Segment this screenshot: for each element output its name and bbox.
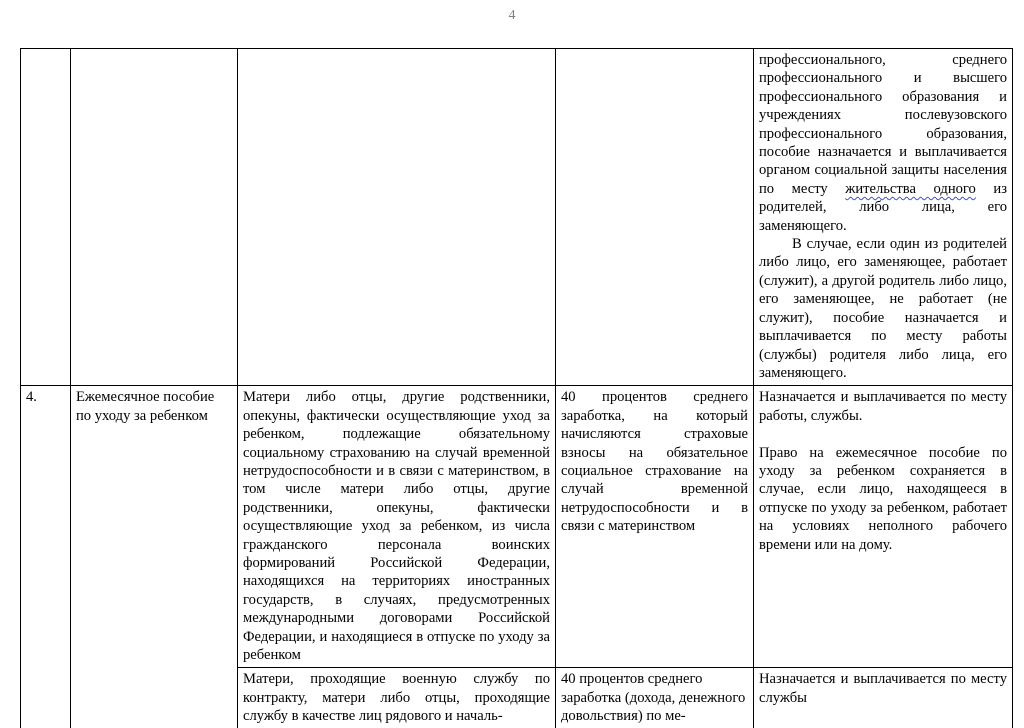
cell-recipients [238,668,556,728]
cell-assignment-continuation [754,49,1013,386]
cell-benefit-name [71,386,238,728]
cell-benefit-empty [71,49,238,386]
cell-assignment [754,386,1013,668]
assignment-text-before: профессионального, среднего профессионального и высшего профессионального образования и учреждениях послевузовского профессионального образования, пособие назначается и выплачивается органом социальной защиты населения по месту [759,52,1007,197]
assignment-paragraph [759,51,1007,235]
assignment-paragraph: Назначается и выплачивается по месту службы [759,671,1007,706]
assignment-paragraph: Назначается и выплачивается по месту работы, службы. [759,389,1007,424]
assignment-text-after: из родителей, либо лица, его заменяющего. [759,180,1007,234]
amount-text: 40 процентов среднего заработка (дохода, денежного довольствия) по ме- [561,671,746,725]
table-row-4 [21,386,1013,668]
page-number: 4 [508,8,516,23]
cell-recipients [238,386,556,668]
cell-amount [556,668,754,728]
cell-amount-empty [556,49,754,386]
recipients-text: Матери, проходящие военную службу по контракту, матери либо отцы, проходящие службу в качестве лиц рядового и началь- [243,671,550,725]
benefit-name-text: Ежемесячное пособие по уходу за ребенком [76,389,215,424]
cell-amount [556,386,754,668]
row-number-text: 4. [26,389,37,406]
assignment-paragraph: Право на ежемесячное пособие по уходу за ребенком сохраняется в случае, если лицо, находящееся в отпуске по уходу за ребенком, работает на условиях неполного рабочего времени или на дому. [759,444,1007,553]
table-row-continuation [21,49,1013,386]
cell-assignment [754,668,1013,728]
amount-text: 40 процентов среднего заработка, на который начисляются страховые взносы на обязательное социальное страхование на случай временной нетрудоспособности и в связи с материнством [561,389,748,535]
cell-number-empty [21,49,71,386]
cell-row-number [21,386,71,728]
recipients-text: Матери либо отцы, другие родственники, опекуны, фактически осуществляющие уход за ребенком, подлежащие обязательному социальному страхованию на случай временной нетрудоспособности и в связи с материнством, в том числе матери либо отцы, другие родственники, опекуны, фактически осуществляющие уход за ребенком, из числа гражданского персонала воинских формирований Российской Федерации, находящихся на территориях иностранных государств, в случаях, предусмотренных международными договорами Российской Федерации, и находящиеся в отпуске по уходу за ребенком [243,389,550,663]
assignment-paragraph: В случае, если один из родителей либо лицо, его заменяющее, работает (служит), а другой родитель либо лицо, его заменяющее, не работает (не служит), пособие назначается и выплачивается по месту работы (службы) родителя либо лица, его заменяющего. [759,236,1007,381]
spellcheck-squiggle-text: жительства одного [845,180,976,197]
cell-recipients-empty [238,49,556,386]
benefits-table [20,48,1013,728]
